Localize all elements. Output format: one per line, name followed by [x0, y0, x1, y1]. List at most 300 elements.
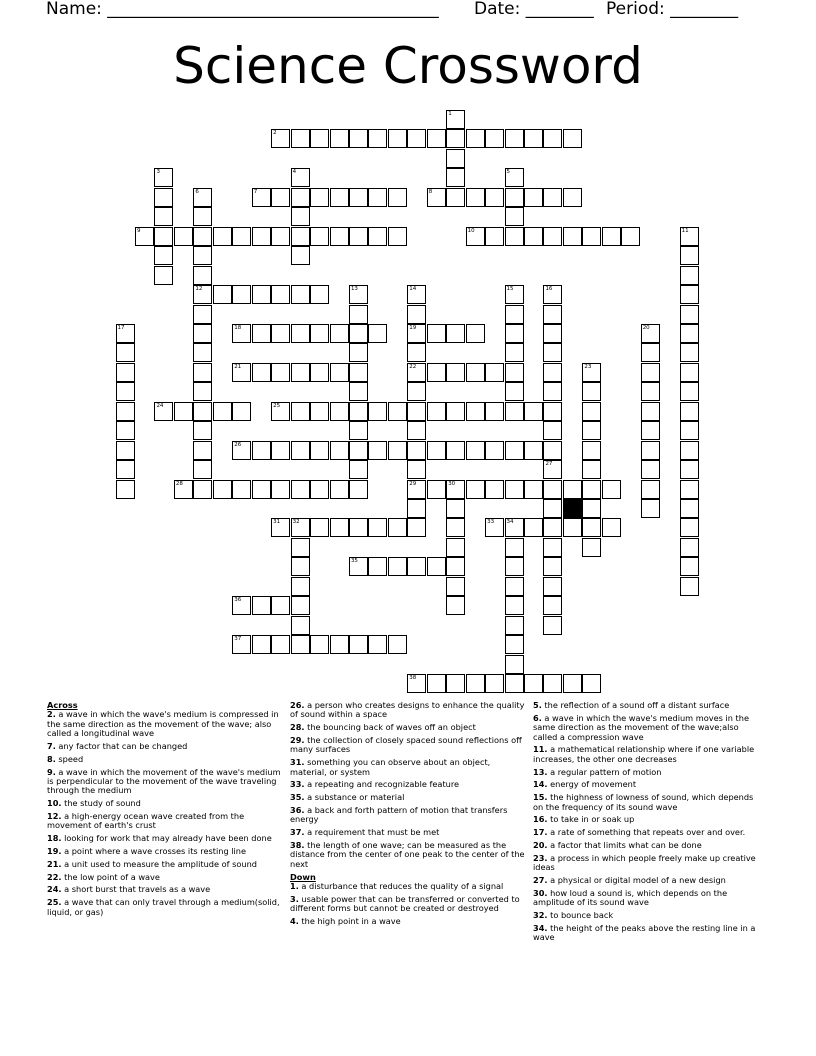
- crossword-cell[interactable]: [524, 480, 543, 499]
- crossword-cell[interactable]: [388, 402, 407, 421]
- crossword-cell[interactable]: [252, 188, 271, 207]
- crossword-cell[interactable]: [291, 518, 310, 537]
- crossword-cell[interactable]: [543, 460, 562, 479]
- crossword-cell[interactable]: [407, 441, 426, 460]
- crossword-cell[interactable]: [330, 188, 349, 207]
- crossword-cell[interactable]: [349, 324, 368, 343]
- crossword-cell[interactable]: [680, 441, 699, 460]
- crossword-cell[interactable]: [505, 577, 524, 596]
- crossword-cell[interactable]: [427, 480, 446, 499]
- crossword-cell[interactable]: [680, 246, 699, 265]
- period-field[interactable]: Period: ________: [606, 0, 739, 19]
- crossword-cell[interactable]: [232, 441, 251, 460]
- crossword-cell[interactable]: [446, 441, 465, 460]
- crossword-cell[interactable]: [349, 188, 368, 207]
- crossword-cell[interactable]: [505, 441, 524, 460]
- crossword-cell[interactable]: [446, 674, 465, 693]
- crossword-cell[interactable]: [116, 343, 135, 362]
- crossword-cell[interactable]: [154, 168, 173, 187]
- crossword-cell[interactable]: [543, 227, 562, 246]
- crossword-cell[interactable]: [407, 402, 426, 421]
- crossword-cell[interactable]: [680, 538, 699, 557]
- crossword-cell[interactable]: [154, 402, 173, 421]
- crossword-cell[interactable]: [582, 441, 601, 460]
- crossword-cell[interactable]: [291, 480, 310, 499]
- crossword-cell[interactable]: [505, 207, 524, 226]
- crossword-cell[interactable]: [427, 441, 446, 460]
- crossword-cell[interactable]: [193, 480, 212, 499]
- crossword-cell[interactable]: [116, 421, 135, 440]
- crossword-cell[interactable]: [291, 538, 310, 557]
- crossword-cell[interactable]: [485, 480, 504, 499]
- crossword-cell[interactable]: [680, 266, 699, 285]
- crossword-cell[interactable]: [388, 518, 407, 537]
- crossword-cell[interactable]: [232, 363, 251, 382]
- crossword-cell[interactable]: [505, 285, 524, 304]
- crossword-cell[interactable]: [271, 402, 290, 421]
- crossword-cell[interactable]: [330, 441, 349, 460]
- crossword-cell[interactable]: [543, 382, 562, 401]
- crossword-cell[interactable]: [116, 324, 135, 343]
- crossword-cell[interactable]: [524, 441, 543, 460]
- crossword-cell[interactable]: [543, 305, 562, 324]
- crossword-cell[interactable]: [349, 518, 368, 537]
- crossword-cell[interactable]: [407, 285, 426, 304]
- crossword-cell[interactable]: [446, 518, 465, 537]
- crossword-cell[interactable]: [505, 518, 524, 537]
- crossword-cell[interactable]: [680, 421, 699, 440]
- crossword-cell[interactable]: [563, 188, 582, 207]
- crossword-cell[interactable]: [349, 441, 368, 460]
- crossword-cell[interactable]: [232, 596, 251, 615]
- crossword-cell[interactable]: [543, 577, 562, 596]
- crossword-cell[interactable]: [193, 363, 212, 382]
- crossword-cell[interactable]: [232, 227, 251, 246]
- crossword-cell[interactable]: [446, 499, 465, 518]
- crossword-cell[interactable]: [466, 129, 485, 148]
- crossword-cell[interactable]: [641, 382, 660, 401]
- crossword-cell[interactable]: [680, 480, 699, 499]
- crossword-cell[interactable]: [388, 635, 407, 654]
- crossword-cell[interactable]: [291, 188, 310, 207]
- crossword-cell[interactable]: [330, 363, 349, 382]
- crossword-cell[interactable]: [466, 674, 485, 693]
- crossword-cell[interactable]: [154, 266, 173, 285]
- crossword-cell[interactable]: [524, 227, 543, 246]
- crossword-cell[interactable]: [427, 363, 446, 382]
- crossword-cell[interactable]: [641, 441, 660, 460]
- crossword-cell[interactable]: [232, 324, 251, 343]
- crossword-cell[interactable]: [485, 129, 504, 148]
- crossword-cell[interactable]: [680, 382, 699, 401]
- crossword-cell[interactable]: [505, 557, 524, 576]
- crossword-cell[interactable]: [349, 129, 368, 148]
- crossword-cell[interactable]: [582, 460, 601, 479]
- crossword-cell[interactable]: [543, 129, 562, 148]
- crossword-cell[interactable]: [505, 363, 524, 382]
- crossword-cell[interactable]: [291, 635, 310, 654]
- crossword-cell[interactable]: [193, 266, 212, 285]
- crossword-cell[interactable]: [154, 246, 173, 265]
- crossword-cell[interactable]: [193, 207, 212, 226]
- crossword-cell[interactable]: [485, 227, 504, 246]
- crossword-cell[interactable]: [193, 343, 212, 362]
- crossword-cell[interactable]: [582, 363, 601, 382]
- crossword-cell[interactable]: [505, 188, 524, 207]
- crossword-cell[interactable]: [388, 188, 407, 207]
- crossword-cell[interactable]: [582, 480, 601, 499]
- crossword-cell[interactable]: [582, 674, 601, 693]
- crossword-cell[interactable]: [116, 382, 135, 401]
- crossword-cell[interactable]: [310, 635, 329, 654]
- crossword-cell[interactable]: [582, 518, 601, 537]
- crossword-cell[interactable]: [505, 596, 524, 615]
- crossword-cell[interactable]: [466, 363, 485, 382]
- crossword-cell[interactable]: [193, 227, 212, 246]
- crossword-cell[interactable]: [330, 227, 349, 246]
- crossword-cell[interactable]: [310, 441, 329, 460]
- crossword-cell[interactable]: [543, 363, 562, 382]
- crossword-cell[interactable]: [446, 577, 465, 596]
- crossword-cell[interactable]: [252, 227, 271, 246]
- crossword-cell[interactable]: [680, 577, 699, 596]
- crossword-cell[interactable]: [193, 460, 212, 479]
- crossword-cell[interactable]: [330, 480, 349, 499]
- crossword-cell[interactable]: [116, 441, 135, 460]
- crossword-cell[interactable]: [252, 363, 271, 382]
- crossword-cell[interactable]: [582, 402, 601, 421]
- crossword-cell[interactable]: [310, 363, 329, 382]
- crossword-cell[interactable]: [193, 402, 212, 421]
- crossword-cell[interactable]: [252, 285, 271, 304]
- crossword-cell[interactable]: [368, 402, 387, 421]
- crossword-cell[interactable]: [446, 363, 465, 382]
- crossword-cell[interactable]: [505, 129, 524, 148]
- crossword-cell[interactable]: [193, 246, 212, 265]
- crossword-cell[interactable]: [466, 480, 485, 499]
- crossword-cell[interactable]: [446, 596, 465, 615]
- crossword-cell[interactable]: [349, 343, 368, 362]
- crossword-cell[interactable]: [485, 518, 504, 537]
- crossword-cell[interactable]: [193, 421, 212, 440]
- crossword-cell[interactable]: [446, 480, 465, 499]
- crossword-cell[interactable]: [407, 305, 426, 324]
- crossword-cell[interactable]: [174, 480, 193, 499]
- crossword-cell[interactable]: [252, 441, 271, 460]
- crossword-cell[interactable]: [310, 518, 329, 537]
- crossword-cell[interactable]: [407, 480, 426, 499]
- crossword-cell[interactable]: [582, 382, 601, 401]
- crossword-cell[interactable]: [485, 441, 504, 460]
- crossword-cell[interactable]: [368, 635, 387, 654]
- crossword-cell[interactable]: [232, 635, 251, 654]
- crossword-cell[interactable]: [407, 343, 426, 362]
- crossword-cell[interactable]: [427, 402, 446, 421]
- crossword-cell[interactable]: [505, 227, 524, 246]
- crossword-cell[interactable]: [388, 227, 407, 246]
- crossword-cell[interactable]: [446, 538, 465, 557]
- crossword-cell[interactable]: [543, 596, 562, 615]
- crossword-cell[interactable]: [446, 557, 465, 576]
- crossword-cell[interactable]: [407, 460, 426, 479]
- crossword-cell[interactable]: [349, 285, 368, 304]
- crossword-cell[interactable]: [252, 635, 271, 654]
- crossword-cell[interactable]: [680, 285, 699, 304]
- crossword-cell[interactable]: [310, 129, 329, 148]
- crossword-cell[interactable]: [291, 246, 310, 265]
- crossword-cell[interactable]: [641, 460, 660, 479]
- crossword-cell[interactable]: [407, 324, 426, 343]
- crossword-cell[interactable]: [505, 168, 524, 187]
- crossword-cell[interactable]: [543, 674, 562, 693]
- crossword-cell[interactable]: [232, 285, 251, 304]
- crossword-cell[interactable]: [252, 480, 271, 499]
- crossword-cell[interactable]: [563, 518, 582, 537]
- crossword-cell[interactable]: [388, 129, 407, 148]
- crossword-cell[interactable]: [446, 324, 465, 343]
- crossword-cell[interactable]: [368, 227, 387, 246]
- crossword-cell[interactable]: [680, 305, 699, 324]
- crossword-cell[interactable]: [271, 518, 290, 537]
- crossword-cell[interactable]: [680, 402, 699, 421]
- crossword-cell[interactable]: [310, 480, 329, 499]
- crossword-cell[interactable]: [582, 227, 601, 246]
- crossword-cell[interactable]: [543, 441, 562, 460]
- crossword-cell[interactable]: [291, 441, 310, 460]
- crossword-cell[interactable]: [485, 674, 504, 693]
- crossword-cell[interactable]: [543, 324, 562, 343]
- crossword-cell[interactable]: [349, 635, 368, 654]
- crossword-cell[interactable]: [116, 402, 135, 421]
- crossword-cell[interactable]: [213, 402, 232, 421]
- crossword-cell[interactable]: [193, 285, 212, 304]
- crossword-cell[interactable]: [349, 460, 368, 479]
- crossword-cell[interactable]: [232, 480, 251, 499]
- crossword-cell[interactable]: [563, 674, 582, 693]
- crossword-cell[interactable]: [252, 324, 271, 343]
- name-field[interactable]: Name: _______________________________________: [46, 0, 439, 19]
- crossword-cell[interactable]: [310, 324, 329, 343]
- crossword-cell[interactable]: [543, 499, 562, 518]
- crossword-cell[interactable]: [680, 343, 699, 362]
- crossword-cell[interactable]: [505, 402, 524, 421]
- crossword-cell[interactable]: [213, 480, 232, 499]
- crossword-cell[interactable]: [349, 421, 368, 440]
- crossword-cell[interactable]: [543, 421, 562, 440]
- crossword-cell[interactable]: [193, 188, 212, 207]
- crossword-cell[interactable]: [271, 129, 290, 148]
- crossword-cell[interactable]: [563, 129, 582, 148]
- crossword-cell[interactable]: [291, 324, 310, 343]
- crossword-cell[interactable]: [582, 538, 601, 557]
- crossword-cell[interactable]: [291, 207, 310, 226]
- crossword-cell[interactable]: [174, 402, 193, 421]
- crossword-cell[interactable]: [116, 480, 135, 499]
- crossword-cell[interactable]: [641, 324, 660, 343]
- crossword-cell[interactable]: [407, 674, 426, 693]
- crossword-cell[interactable]: [466, 441, 485, 460]
- crossword-cell[interactable]: [368, 557, 387, 576]
- crossword-cell[interactable]: [505, 674, 524, 693]
- crossword-cell[interactable]: [291, 596, 310, 615]
- crossword-cell[interactable]: [466, 188, 485, 207]
- crossword-cell[interactable]: [349, 480, 368, 499]
- crossword-cell[interactable]: [291, 363, 310, 382]
- crossword-cell[interactable]: [291, 402, 310, 421]
- crossword-cell[interactable]: [193, 305, 212, 324]
- crossword-cell[interactable]: [680, 557, 699, 576]
- crossword-cell[interactable]: [543, 188, 562, 207]
- crossword-cell[interactable]: [680, 518, 699, 537]
- crossword-cell[interactable]: [505, 382, 524, 401]
- date-field[interactable]: Date: ________: [474, 0, 594, 19]
- crossword-cell[interactable]: [602, 518, 621, 537]
- crossword-cell[interactable]: [407, 499, 426, 518]
- crossword-cell[interactable]: [368, 324, 387, 343]
- crossword-cell[interactable]: [524, 674, 543, 693]
- crossword-cell[interactable]: [291, 129, 310, 148]
- crossword-cell[interactable]: [641, 363, 660, 382]
- crossword-cell[interactable]: [349, 363, 368, 382]
- crossword-cell[interactable]: [271, 596, 290, 615]
- crossword-cell[interactable]: [407, 421, 426, 440]
- crossword-cell[interactable]: [466, 227, 485, 246]
- crossword-cell[interactable]: [310, 188, 329, 207]
- crossword-cell[interactable]: [291, 227, 310, 246]
- crossword-cell[interactable]: [291, 577, 310, 596]
- crossword-cell[interactable]: [602, 227, 621, 246]
- crossword-cell[interactable]: [505, 655, 524, 674]
- crossword-cell[interactable]: [135, 227, 154, 246]
- crossword-cell[interactable]: [349, 382, 368, 401]
- crossword-cell[interactable]: [368, 441, 387, 460]
- crossword-cell[interactable]: [252, 596, 271, 615]
- crossword-cell[interactable]: [582, 499, 601, 518]
- crossword-cell[interactable]: [349, 227, 368, 246]
- crossword-cell[interactable]: [427, 674, 446, 693]
- crossword-cell[interactable]: [466, 402, 485, 421]
- crossword-cell[interactable]: [271, 227, 290, 246]
- crossword-cell[interactable]: [116, 363, 135, 382]
- crossword-cell[interactable]: [213, 227, 232, 246]
- crossword-cell[interactable]: [291, 616, 310, 635]
- crossword-cell[interactable]: [466, 324, 485, 343]
- crossword-cell[interactable]: [680, 227, 699, 246]
- crossword-cell[interactable]: [524, 402, 543, 421]
- crossword-cell[interactable]: [271, 324, 290, 343]
- crossword-cell[interactable]: [427, 129, 446, 148]
- crossword-cell[interactable]: [543, 616, 562, 635]
- crossword-cell[interactable]: [368, 518, 387, 537]
- crossword-cell[interactable]: [524, 129, 543, 148]
- crossword-cell[interactable]: [582, 421, 601, 440]
- crossword-cell[interactable]: [602, 480, 621, 499]
- crossword-cell[interactable]: [641, 480, 660, 499]
- crossword-cell[interactable]: [116, 460, 135, 479]
- crossword-cell[interactable]: [213, 285, 232, 304]
- crossword-cell[interactable]: [154, 207, 173, 226]
- crossword-cell[interactable]: [680, 460, 699, 479]
- crossword-cell[interactable]: [330, 402, 349, 421]
- crossword-cell[interactable]: [388, 557, 407, 576]
- crossword-cell[interactable]: [680, 499, 699, 518]
- crossword-cell[interactable]: [271, 188, 290, 207]
- crossword-cell[interactable]: [543, 518, 562, 537]
- crossword-cell[interactable]: [407, 557, 426, 576]
- crossword-cell[interactable]: [368, 129, 387, 148]
- crossword-cell[interactable]: [485, 363, 504, 382]
- crossword-cell[interactable]: [388, 441, 407, 460]
- crossword-cell[interactable]: [427, 557, 446, 576]
- crossword-cell[interactable]: [505, 305, 524, 324]
- crossword-cell[interactable]: [271, 363, 290, 382]
- crossword-cell[interactable]: [485, 402, 504, 421]
- crossword-cell[interactable]: [543, 538, 562, 557]
- crossword-cell[interactable]: [680, 363, 699, 382]
- crossword-cell[interactable]: [641, 402, 660, 421]
- crossword-cell[interactable]: [407, 129, 426, 148]
- crossword-cell[interactable]: [427, 324, 446, 343]
- crossword-cell[interactable]: [446, 129, 465, 148]
- crossword-cell[interactable]: [446, 402, 465, 421]
- crossword-cell[interactable]: [349, 305, 368, 324]
- crossword-cell[interactable]: [232, 402, 251, 421]
- crossword-cell[interactable]: [291, 285, 310, 304]
- crossword-cell[interactable]: [174, 227, 193, 246]
- crossword-cell[interactable]: [193, 324, 212, 343]
- crossword-cell[interactable]: [485, 188, 504, 207]
- crossword-cell[interactable]: [330, 129, 349, 148]
- crossword-cell[interactable]: [193, 382, 212, 401]
- crossword-cell[interactable]: [330, 635, 349, 654]
- crossword-cell[interactable]: [291, 168, 310, 187]
- crossword-cell[interactable]: [154, 188, 173, 207]
- crossword-cell[interactable]: [349, 402, 368, 421]
- crossword-cell[interactable]: [427, 188, 446, 207]
- crossword-cell[interactable]: [291, 557, 310, 576]
- crossword-cell[interactable]: [680, 324, 699, 343]
- crossword-cell[interactable]: [505, 324, 524, 343]
- crossword-cell[interactable]: [407, 518, 426, 537]
- crossword-cell[interactable]: [543, 402, 562, 421]
- crossword-cell[interactable]: [446, 168, 465, 187]
- crossword-cell[interactable]: [543, 285, 562, 304]
- crossword-cell[interactable]: [271, 441, 290, 460]
- crossword-cell[interactable]: [641, 421, 660, 440]
- crossword-cell[interactable]: [543, 557, 562, 576]
- crossword-cell[interactable]: [543, 480, 562, 499]
- crossword-cell[interactable]: [271, 285, 290, 304]
- crossword-cell[interactable]: [524, 518, 543, 537]
- crossword-cell[interactable]: [330, 324, 349, 343]
- crossword-cell[interactable]: [641, 499, 660, 518]
- crossword-cell[interactable]: [310, 285, 329, 304]
- crossword-cell[interactable]: [524, 188, 543, 207]
- crossword-cell[interactable]: [310, 227, 329, 246]
- crossword-cell[interactable]: [446, 110, 465, 129]
- crossword-cell[interactable]: [505, 538, 524, 557]
- crossword-cell[interactable]: [407, 363, 426, 382]
- crossword-cell[interactable]: [193, 441, 212, 460]
- crossword-cell[interactable]: [505, 480, 524, 499]
- crossword-cell[interactable]: [543, 343, 562, 362]
- crossword-cell[interactable]: [641, 343, 660, 362]
- crossword-cell[interactable]: [563, 227, 582, 246]
- crossword-cell[interactable]: [505, 343, 524, 362]
- crossword-cell[interactable]: [621, 227, 640, 246]
- crossword-cell[interactable]: [446, 188, 465, 207]
- crossword-cell[interactable]: [310, 402, 329, 421]
